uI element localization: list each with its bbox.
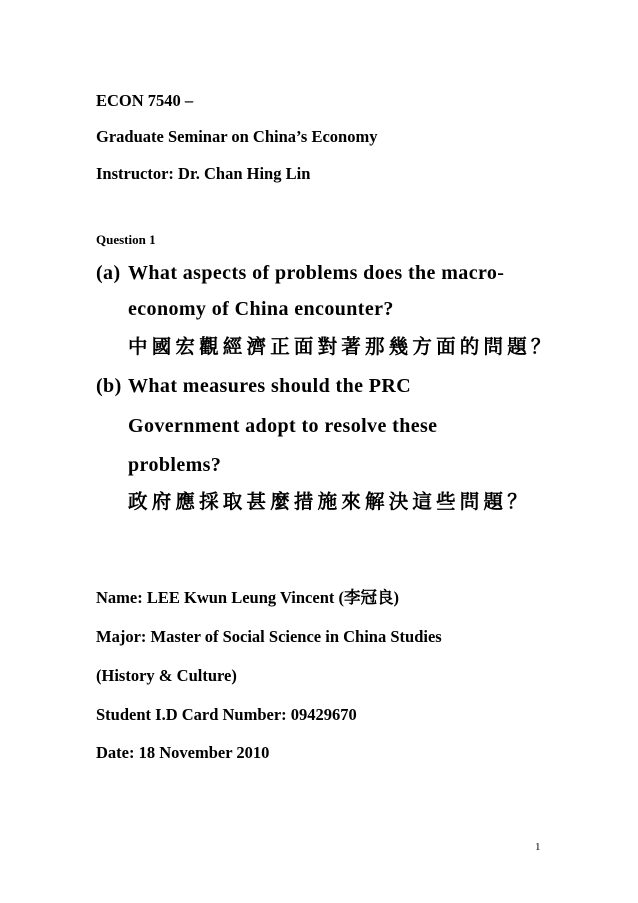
question-b-line2: Government adopt to resolve these — [128, 415, 438, 437]
submission-date: Date: 18 November 2010 — [96, 743, 270, 762]
page-number: 1 — [535, 841, 541, 853]
question-a-line2: economy of China encounter? — [128, 298, 394, 320]
question-b-text1: What measures should the PRC — [128, 375, 412, 397]
student-name: Name: LEE Kwun Leung Vincent (李冠良) — [96, 588, 399, 607]
question-a-line1 — [96, 263, 504, 283]
student-id: Student I.D Card Number: 09429670 — [96, 705, 357, 724]
question-b-line1 — [96, 376, 411, 396]
question-b-marker: (b) — [96, 375, 122, 397]
question-a-marker: (a) — [96, 262, 121, 284]
question-a-chinese: 中國宏觀經濟正面對著那幾方面的問題？ — [128, 335, 555, 358]
seminar-title: Graduate Seminar on China’s Economy — [96, 127, 378, 146]
question-label: Question 1 — [96, 232, 156, 247]
question-b-chinese: 政府應採取甚麼措施來解決這些問題？ — [128, 490, 531, 513]
question-b-line3: problems? — [128, 454, 222, 476]
student-major: Major: Master of Social Science in China Studies — [96, 627, 442, 646]
question-a-text1: What aspects of problems does the macro- — [128, 262, 505, 284]
instructor-line: Instructor: Dr. Chan Hing Lin — [96, 164, 311, 183]
course-code: ECON 7540 – — [96, 91, 194, 110]
student-major-cont: (History & Culture) — [96, 666, 237, 685]
